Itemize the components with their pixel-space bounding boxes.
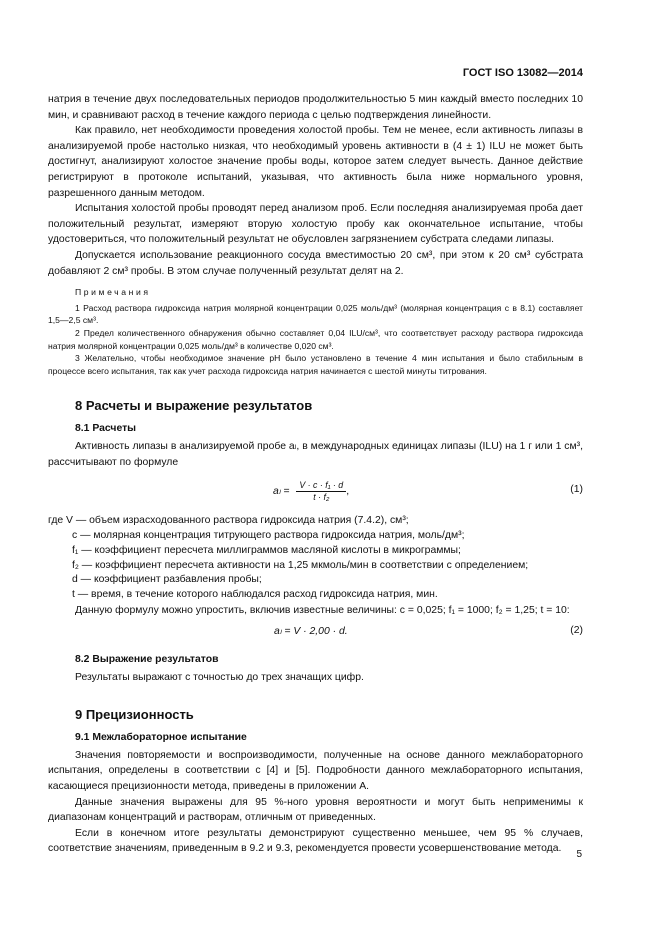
paragraph-vessel: Допускается использование реакционного сосуда вместимостью 20 см³, при этом к 20 см³ субстрата добавляют 2 см³ пробы. В этом случае полученный результат делят на 2. <box>48 249 583 277</box>
formula-1-denominator: t · f₂ <box>313 492 330 503</box>
section-9-1-heading: 9.1 Межлабораторное испытание <box>75 731 247 743</box>
definition-item: t — время, в течение которого наблюдался расход гидроксида натрия, мин. <box>72 588 438 600</box>
section-9-1-p2: Данные значения выражены для 95 %-ного уровня вероятности и могут быть неприменимы к диапазонам концентраций и растворам, отличным от приведенных. <box>48 796 583 824</box>
note-1: 1 Расход раствора гидроксида натрия молярной концентрации 0,025 моль/дм³ (молярная концентрация с в 8.1) составляет 1,5—2,5 см³. <box>48 302 583 326</box>
note-2: 2 Предел количественного обнаружения обычно составляет 0,04 ILU/см³, что соответствует расходу раствора гидроксида натрия молярной концентрации 0,025 моль/дм³ в количестве 0,020 см³. <box>48 327 583 351</box>
formula-2 <box>48 622 583 644</box>
formula-1-numerator: V · c · f₁ · d <box>296 480 346 492</box>
section-8-2-text: Результаты выражают с точностью до трех значащих цифр. <box>75 672 364 684</box>
formula-1-tail: , <box>346 486 350 498</box>
formula-1-number: (1) <box>570 484 583 496</box>
section-9-heading: 9 Прецизионность <box>75 706 194 722</box>
definition-item: d — коэффициент разбавления пробы; <box>72 574 262 586</box>
definition-item: f₂ — коэффициент пересчета активности на 1,25 мкмоль/мин в соответствии с определением; <box>72 559 529 571</box>
formula-1 <box>48 474 583 510</box>
notes-block <box>48 286 583 377</box>
simplify-text: Данную формулу можно упростить, включив известные величины: c = 0,025; f₁ = 1000; f₂ = 1,25; t = 10: <box>75 604 570 616</box>
page-number: 5 <box>576 849 582 860</box>
notes-title: Примечания <box>75 287 151 298</box>
definition-item: f₁ — коэффициент пересчета миллиграммов масляной кислоты в микрограммы; <box>72 544 461 556</box>
section-8-heading: 8 Расчеты и выражение результатов <box>75 398 313 414</box>
formula-1-expression <box>273 480 349 502</box>
paragraph-blank-test: Испытания холостой пробы проводят перед анализом проб. Если последняя анализируемая проба дает положительный результат, измеряют вторую холостую пробу как окончательное испытание, чтобы удостовериться, что положительный результат не обусловлен загрязнением субстрата следами липазы. <box>48 203 583 246</box>
formula-1-fraction <box>296 480 346 502</box>
section-8-1-text: Активность липазы в анализируемой пробе aₗ, в международных единицах липазы (ILU) на 1 г или 1 см³, рассчитывают по формуле <box>48 441 583 468</box>
formula-1-lhs: aₗ = <box>273 486 290 498</box>
standard-header: ГОСТ ISO 13082—2014 <box>462 67 583 79</box>
page-content <box>48 92 583 857</box>
formula-2-expression: aₗ = V · 2,00 · d. <box>274 626 348 638</box>
section-9-1-p1: Значения повторяемости и воспроизводимости, полученные на основе данного межлабораторного испытания, определены в соответствии с [4] и [5]. Подробности данного межлабораторного испытания, касающиеся прецизионности метода, приведены в приложении А. <box>48 749 583 793</box>
variable-definitions <box>48 514 583 602</box>
definition-item: c — молярная концентрация титрующего раствора гидроксида натрия, моль/дм³; <box>72 530 465 542</box>
section-8-1-heading: 8.1 Расчеты <box>75 423 137 435</box>
formula-2-number: (2) <box>570 625 583 637</box>
definition-item: где V — объем израсходованного раствора гидроксида натрия (7.4.2), см³; <box>48 515 409 527</box>
note-3: 3 Желательно, чтобы необходимое значение pH было установлено в течение 4 мин испытания и было стабильным в процессе всего испытания, так как учет расхода гидроксида натрия начинается с шестой минуты титрования. <box>48 353 583 376</box>
paragraph-blank-sample: Как правило, нет необходимости проведения холостой пробы. Тем не менее, если активность липазы в анализируемой пробе настолько низкая, что необходимый уровень активности в (4 ± 1) ILU не может быть достигнут, анализируют холостое значение пробы воды, которое затем следует вычесть. Данное действие регистрируют в протоколе испытаний, указывая, что активность была ниже нормального уровня, разрешенного данным методом. <box>48 125 583 199</box>
section-9-1-p3: Если в конечном итоге результаты демонстрируют существенно меньшее, чем 95 % случаев, соответствие значениям, приведенным в 9.2 и 9.3, рекомендуется провести усовершенствование метода. <box>48 827 583 855</box>
section-8-2-heading: 8.2 Выражение результатов <box>75 654 219 666</box>
paragraph-continuation: натрия в течение двух последовательных периодов продолжительностью 5 мин каждый вместо последних 10 мин, и сравнивают расход в течение каждого периода с целью подтверждения линейности. <box>48 94 583 121</box>
